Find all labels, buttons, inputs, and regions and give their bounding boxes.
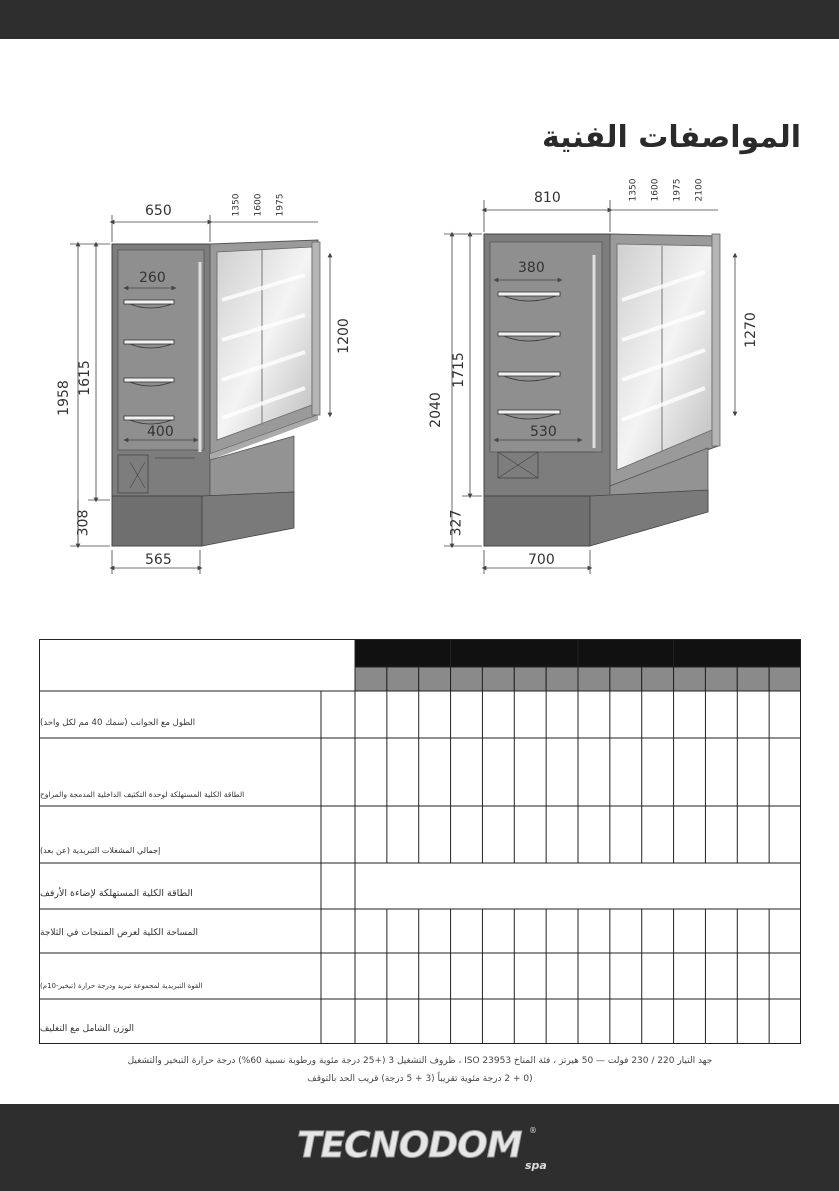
left-height-1600: 1600: [253, 193, 264, 217]
footnote-line-1: جهد التيار 220 / 230 فولت — 50 هيرتز ، فئة المناخ ISO 23953 ، ظروف التشغيل 3 (+25 درجة مئوية ورطوبة نسبية 60%) درجة حرارة التبخير والتشغيل: [127, 1056, 713, 1066]
header-band-1: [355, 639, 451, 667]
right-height-2100: 2100: [694, 178, 705, 202]
subheader-cell: [482, 667, 514, 691]
subheader-cell: [419, 667, 451, 691]
footnote-line-2: (0 + 2 درجة مئوية تقريباً (3 + 5 درجة) قريب الحد بالتوقف: [307, 1074, 533, 1084]
logo-suffix: spa: [525, 1159, 547, 1172]
subheader-cell: [578, 667, 610, 691]
right-base-height: 327: [448, 509, 465, 537]
row-label-length: الطول مع الجوانب (سمك 40 مم لكل واحد): [40, 718, 196, 728]
row-label-weight: الوزن الشامل مع التغليف: [40, 1024, 135, 1034]
left-depth-bottom: 565: [145, 552, 172, 568]
right-inner-height: 1715: [450, 352, 467, 388]
left-height-1975: 1975: [275, 193, 286, 217]
subheader-cell: [514, 667, 546, 691]
header-band-2: [451, 639, 578, 667]
right-height-1350: 1350: [628, 178, 639, 202]
right-shelf-top: 380: [518, 260, 545, 276]
tecnodom-logo: [295, 1119, 555, 1177]
subheader-cell: [355, 667, 387, 691]
subheader-cell: [451, 667, 483, 691]
subheader-cell: [674, 667, 706, 691]
subheader-cell: [737, 667, 769, 691]
header-band-3: [578, 639, 674, 667]
right-height-1975: 1975: [672, 178, 683, 202]
subheader-cell: [546, 667, 578, 691]
right-total-height: 2040: [427, 392, 444, 428]
subheader-cell: [387, 667, 419, 691]
logo-text: TECNODOM: [297, 1125, 522, 1166]
right-height-1600: 1600: [650, 178, 661, 202]
left-total-height: 1958: [55, 380, 72, 416]
subheader-cell: [642, 667, 674, 691]
left-height-1350: 1350: [231, 193, 242, 217]
left-depth-top: 650: [145, 203, 172, 219]
subheader-cell: [769, 667, 801, 691]
logo-registered-mark: ®: [529, 1126, 537, 1135]
subheader-cell: [610, 667, 642, 691]
left-inner-height: 1615: [76, 360, 93, 396]
left-glass-height: 1200: [335, 318, 352, 354]
right-depth-top: 810: [534, 190, 561, 206]
left-shelf-top: 260: [139, 270, 166, 286]
row-label-refrigeration-total: إجمالي المشغلات التبريدية (عن بعد): [40, 846, 161, 855]
right-shelf-bottom: 530: [530, 424, 557, 440]
row-label-power-consumption: الطاقة الكلية المستهلكة لوحدة التكثيف الداخلية المدمجة والمراوح: [40, 790, 245, 799]
row-label-display-area: المساحة الكلية لعرض المنتجات في الثلاجة: [40, 928, 198, 938]
header-band-4: [674, 639, 801, 667]
right-glass-height: 1270: [742, 312, 759, 348]
subheader-cell: [705, 667, 737, 691]
left-base-height: 308: [75, 509, 92, 537]
row-label-lighting-power: الطاقة الكلية المستهلكة لإضاءة الأرفف: [40, 888, 193, 899]
left-shelf-bottom: 400: [147, 424, 174, 440]
row-label-cooling-capacity: القوة التبريدية لمجموعة تبريد ودرجة حرارة (تبخير-10م): [40, 982, 203, 990]
right-depth-bottom: 700: [528, 552, 555, 568]
page-title: المواصفات الفنية: [541, 120, 801, 155]
